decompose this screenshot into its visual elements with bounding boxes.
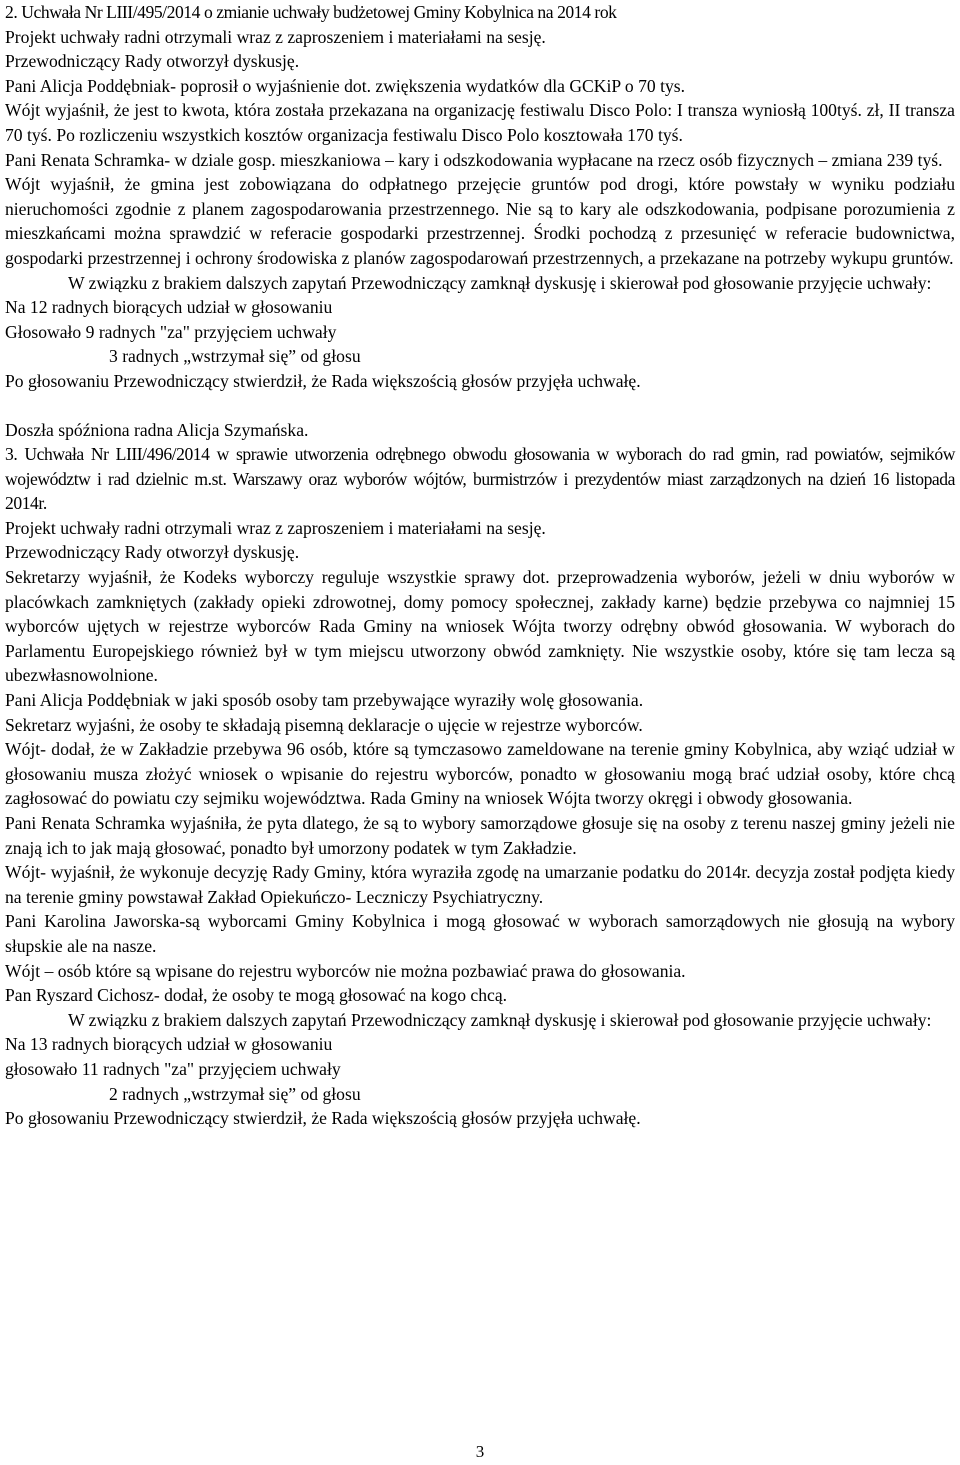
vote-abstain: 3 radnych „wstrzymał się” od głosu	[109, 346, 361, 367]
paragraph: Pani Renata Schramka- w dziale gosp. mieszkaniowa – kary i odszkodowania wypłacane na rzecz osób fizycznych – zmiana 239 tyś.	[5, 149, 943, 170]
vote-for: Głosowało 9 radnych "za" przyjęciem uchwały	[5, 321, 337, 342]
paragraph: Sekretarz wyjaśni, że osoby te składają pisemną deklaracje o ujęcie w rejestrze wyborców.	[5, 714, 643, 735]
paragraph: Pani Renata Schramka wyjaśniła, że pyta dlatego, że są to wybory samorządowe głosuje się na osoby z terenu naszej gminy jeżeli nie znają ich to jak mają głosować, ponadto był umorzony podatek w tym Zakładzie.	[5, 813, 955, 858]
paragraph: Przewodniczący Rady otworzył dyskusję.	[5, 542, 300, 563]
paragraph: Pani Alicja Poddębniak- poprosił o wyjaśnienie dot. zwiększenia wydatków dla GCKiP o 70 tys.	[5, 75, 686, 96]
paragraph: Sekretarzy wyjaśnił, że Kodeks wyborczy reguluje wszystkie sprawy dot. przeprowadzenia wyborów, jeżeli w dniu wyborów w placówkach zamkniętych (zakłady opieki zdrowotnej, domy pomocy społecznej, zakłady karne) będzie przebywa co najmniej 15 wyborców ujętych w rejestrze wyborców Rada Gminy na wniosek Wójta tworzy odrębny obwód głosowania. W wyborach do Parlamentu Europejskiego również był w tym miejscu utworzony obwód zamknięty. Nie wszystkie osoby, które się tam lecza są ubezwłasnowolnione.	[5, 567, 955, 686]
paragraph: Przewodniczący Rady otworzył dyskusję.	[5, 51, 300, 72]
paragraph: Projekt uchwały radni otrzymali wraz z zaproszeniem i materiałami na sesję.	[5, 517, 546, 538]
paragraph: Pani Karolina Jaworska-są wyborcami Gminy Kobylnica i mogą głosować w wyborach samorządowych nie głosują na wybory słupskie ale na nasze.	[5, 911, 955, 956]
voting-intro: W związku z brakiem dalszych zapytań Przewodniczący zamknął dyskusję i skierował pod głosowanie przyjęcie uchwały:	[68, 1009, 932, 1030]
paragraph: Wójt wyjaśnił, że jest to kwota, która została przekazana na organizację festiwalu Disco Polo: I transza wyniosłą 100tyś. zł, II transza 70 tyś. Po rozliczeniu wszystkich kosztów organizacja festiwalu Disco Polo kosztowała 170 tyś.	[5, 100, 955, 145]
voting-intro: W związku z brakiem dalszych zapytań Przewodniczący zamknął dyskusję i skierował pod głosowanie przyjęcie uchwały:	[68, 272, 932, 293]
paragraph: Wójt – osób które są wpisane do rejestru wyborców nie można pozbawiać prawa do głosowania.	[5, 960, 686, 981]
paragraph: Doszła spóźniona radna Alicja Szymańska.	[5, 419, 309, 440]
paragraph: Pan Ryszard Cichosz- dodał, że osoby te mogą głosować na kogo chcą.	[5, 985, 508, 1006]
section-heading-2: 2. Uchwała Nr LIII/495/2014 o zmianie uchwały budżetowej Gminy Kobylnica na 2014 rok	[5, 2, 617, 22]
section-heading-3: 3. Uchwała Nr LIII/496/2014 w sprawie utworzenia odrębnego obwodu głosowania w wyborach do rad gmin, rad powiatów, sejmików województw i rad dzielnic m.st. Warszawy oraz wyborów wójtów, burmistrzów i prezydentów miast zarządzonych na dzień 16 listopada 2014r.	[5, 444, 955, 514]
vote-count: Na 13 radnych biorących udział w głosowaniu	[5, 1034, 333, 1055]
vote-result: Po głosowaniu Przewodniczący stwierdził, że Rada większością głosów przyjęła uchwałę.	[5, 370, 641, 391]
paragraph: Wójt- wyjaśnił, że wykonuje decyzję Rady Gminy, która wyraziła zgodę na umarzanie podatku do 2014r. decyzja został podjęta kiedy na terenie gminy powstawał Zakład Opiekuńczo- Leczniczy Psychiatryczny.	[5, 862, 955, 907]
vote-result: Po głosowaniu Przewodniczący stwierdził, że Rada większością głosów przyjęła uchwałę.	[5, 1108, 641, 1129]
page-number: 3	[475, 1442, 485, 1461]
spacer	[5, 394, 955, 418]
paragraph: Wójt- dodał, że w Zakładzie przebywa 96 osób, które są tymczasowo zameldowane na terenie gminy Kobylnica, aby wziąć udział w głosowaniu musza złożyć wniosek o wpisanie do rejestru wyborców, ponadto w głosowaniu mogą brać udział osoby, które chcą zagłosować do powiatu czy sejmiku województwa. Rada Gminy na wniosek Wójta tworzy okręgi i obwody głosowania.	[5, 739, 955, 809]
vote-abstain: 2 radnych „wstrzymał się” od głosu	[109, 1083, 361, 1104]
vote-for: głosowało 11 radnych "za" przyjęciem uchwały	[5, 1058, 341, 1079]
vote-count: Na 12 radnych biorących udział w głosowaniu	[5, 297, 333, 318]
paragraph: Pani Alicja Poddębniak w jaki sposób osoby tam przebywające wyraziły wolę głosowania.	[5, 690, 644, 711]
paragraph: Projekt uchwały radni otrzymali wraz z zaproszeniem i materiałami na sesję.	[5, 26, 546, 47]
paragraph: Wójt wyjaśnił, że gmina jest zobowiązana do odpłatnego przejęcie gruntów pod drogi, które powstały w wyniku podziału nieruchomości zgodnie z planem zagospodarowania przestrzennego. Nie są to kary ale odszkodowania, podpisane porozumienia z mieszkańcami można sprawdzić w referacie gospodarki przestrzennej. Środki pochodzą z przesunięć w referacie budownictwa, gospodarki przestrzennej i ochrony środowiska z planów zagospodarowań przestrzennych, a przekazane na potrzeby wykupu gruntów.	[5, 174, 955, 268]
document-body	[5, 0, 955, 1131]
